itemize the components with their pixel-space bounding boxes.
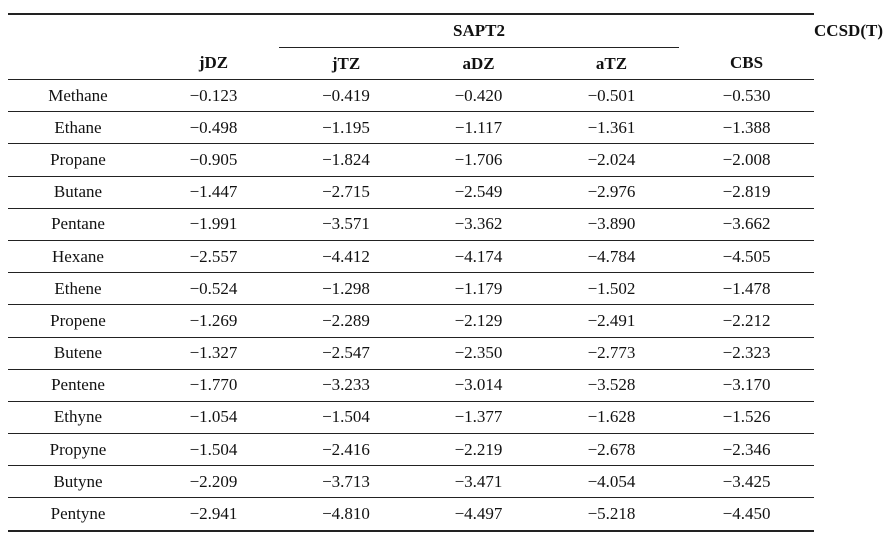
molecule-name-cell: Propyne bbox=[8, 434, 148, 466]
table-row bbox=[8, 466, 814, 498]
value-cell: −1.478 bbox=[679, 273, 814, 305]
value-cell: −2.557 bbox=[148, 240, 279, 272]
value-cell: −4.412 bbox=[279, 240, 413, 272]
value-cell: −3.233 bbox=[279, 369, 413, 401]
value-cell: −1.526 bbox=[679, 401, 814, 433]
value-cell: −1.447 bbox=[148, 176, 279, 208]
header-spacer-cell bbox=[679, 14, 814, 48]
molecule-name-cell: Propane bbox=[8, 144, 148, 176]
column-header-jtz: jTZ bbox=[279, 48, 413, 80]
value-cell: −2.024 bbox=[544, 144, 679, 176]
column-header-cbs: CBS bbox=[679, 48, 814, 80]
value-cell: −1.054 bbox=[148, 401, 279, 433]
table-row bbox=[8, 337, 814, 369]
value-cell: −4.505 bbox=[679, 240, 814, 272]
value-cell: −2.350 bbox=[413, 337, 544, 369]
table-header bbox=[8, 14, 883, 80]
value-cell: −2.129 bbox=[413, 305, 544, 337]
table-row bbox=[8, 369, 814, 401]
results-table bbox=[8, 13, 883, 532]
value-cell: −2.941 bbox=[148, 498, 279, 531]
value-cell: −0.524 bbox=[148, 273, 279, 305]
value-cell: −2.289 bbox=[279, 305, 413, 337]
value-cell: −2.416 bbox=[279, 434, 413, 466]
value-cell: −3.528 bbox=[544, 369, 679, 401]
value-cell: −2.008 bbox=[679, 144, 814, 176]
value-cell: −2.976 bbox=[544, 176, 679, 208]
value-cell: −1.361 bbox=[544, 112, 679, 144]
table-body bbox=[8, 80, 814, 531]
value-cell: −2.219 bbox=[413, 434, 544, 466]
value-cell: −1.770 bbox=[148, 369, 279, 401]
molecule-name-cell: Ethene bbox=[8, 273, 148, 305]
value-cell: −4.054 bbox=[544, 466, 679, 498]
molecule-name-cell: Ethane bbox=[8, 112, 148, 144]
value-cell: −3.662 bbox=[679, 208, 814, 240]
molecule-name-cell: Methane bbox=[8, 80, 148, 112]
value-cell: −2.678 bbox=[544, 434, 679, 466]
value-cell: −1.388 bbox=[679, 112, 814, 144]
value-cell: −0.123 bbox=[148, 80, 279, 112]
value-cell: −1.706 bbox=[413, 144, 544, 176]
table-row bbox=[8, 112, 814, 144]
value-cell: −2.491 bbox=[544, 305, 679, 337]
header-blank-cell bbox=[8, 14, 148, 48]
table-row bbox=[8, 498, 814, 531]
molecule-name-cell: Ethyne bbox=[8, 401, 148, 433]
value-cell: −2.212 bbox=[679, 305, 814, 337]
column-header-adz: aDZ bbox=[413, 48, 544, 80]
table-row bbox=[8, 305, 814, 337]
value-cell: −1.117 bbox=[413, 112, 544, 144]
value-cell: −0.501 bbox=[544, 80, 679, 112]
value-cell: −1.269 bbox=[148, 305, 279, 337]
table-row bbox=[8, 240, 814, 272]
value-cell: −1.298 bbox=[279, 273, 413, 305]
value-cell: −1.628 bbox=[544, 401, 679, 433]
value-cell: −2.549 bbox=[413, 176, 544, 208]
value-cell: −1.502 bbox=[544, 273, 679, 305]
table-row bbox=[8, 144, 814, 176]
value-cell: −0.420 bbox=[413, 80, 544, 112]
value-cell: −3.170 bbox=[679, 369, 814, 401]
value-cell: −1.377 bbox=[413, 401, 544, 433]
value-cell: −2.323 bbox=[679, 337, 814, 369]
value-cell: −4.784 bbox=[544, 240, 679, 272]
molecule-name-cell: Butane bbox=[8, 176, 148, 208]
value-cell: −1.991 bbox=[148, 208, 279, 240]
header-spacer-cell bbox=[148, 14, 279, 48]
value-cell: −5.218 bbox=[544, 498, 679, 531]
column-header-jdz: jDZ bbox=[148, 48, 279, 80]
value-cell: −4.497 bbox=[413, 498, 544, 531]
value-cell: −4.174 bbox=[413, 240, 544, 272]
value-cell: −3.713 bbox=[279, 466, 413, 498]
value-cell: −1.327 bbox=[148, 337, 279, 369]
molecule-name-cell: Hexane bbox=[8, 240, 148, 272]
value-cell: −1.504 bbox=[148, 434, 279, 466]
value-cell: −1.504 bbox=[279, 401, 413, 433]
value-cell: −2.209 bbox=[148, 466, 279, 498]
table-row bbox=[8, 273, 814, 305]
table-row bbox=[8, 434, 814, 466]
table-row bbox=[8, 176, 814, 208]
value-cell: −0.905 bbox=[148, 144, 279, 176]
molecule-name-cell: Butyne bbox=[8, 466, 148, 498]
value-cell: −2.547 bbox=[279, 337, 413, 369]
value-cell: −3.425 bbox=[679, 466, 814, 498]
table-row bbox=[8, 208, 814, 240]
table-row bbox=[8, 401, 814, 433]
column-header-atz: aTZ bbox=[544, 48, 679, 80]
sapt2-group-header: SAPT2 bbox=[279, 14, 679, 48]
value-cell: −3.014 bbox=[413, 369, 544, 401]
value-cell: −2.773 bbox=[544, 337, 679, 369]
molecule-name-cell: Pentene bbox=[8, 369, 148, 401]
molecule-name-cell: Propene bbox=[8, 305, 148, 337]
molecule-name-cell: Butene bbox=[8, 337, 148, 369]
value-cell: −3.571 bbox=[279, 208, 413, 240]
value-cell: −4.810 bbox=[279, 498, 413, 531]
value-cell: −2.346 bbox=[679, 434, 814, 466]
value-cell: −4.450 bbox=[679, 498, 814, 531]
molecule-name-cell: Pentane bbox=[8, 208, 148, 240]
value-cell: −3.890 bbox=[544, 208, 679, 240]
value-cell: −1.824 bbox=[279, 144, 413, 176]
value-cell: −0.498 bbox=[148, 112, 279, 144]
column-header-row bbox=[8, 48, 814, 80]
value-cell: −2.715 bbox=[279, 176, 413, 208]
header-blank-cell bbox=[8, 48, 148, 80]
value-cell: −1.195 bbox=[279, 112, 413, 144]
value-cell: −3.471 bbox=[413, 466, 544, 498]
molecule-name-cell: Pentyne bbox=[8, 498, 148, 531]
value-cell: −3.362 bbox=[413, 208, 544, 240]
value-cell: −2.819 bbox=[679, 176, 814, 208]
table-row bbox=[8, 80, 814, 112]
value-cell: −0.419 bbox=[279, 80, 413, 112]
value-cell: −1.179 bbox=[413, 273, 544, 305]
group-header-row: SAPT2 CCSD(T) bbox=[8, 14, 814, 48]
value-cell: −0.530 bbox=[679, 80, 814, 112]
